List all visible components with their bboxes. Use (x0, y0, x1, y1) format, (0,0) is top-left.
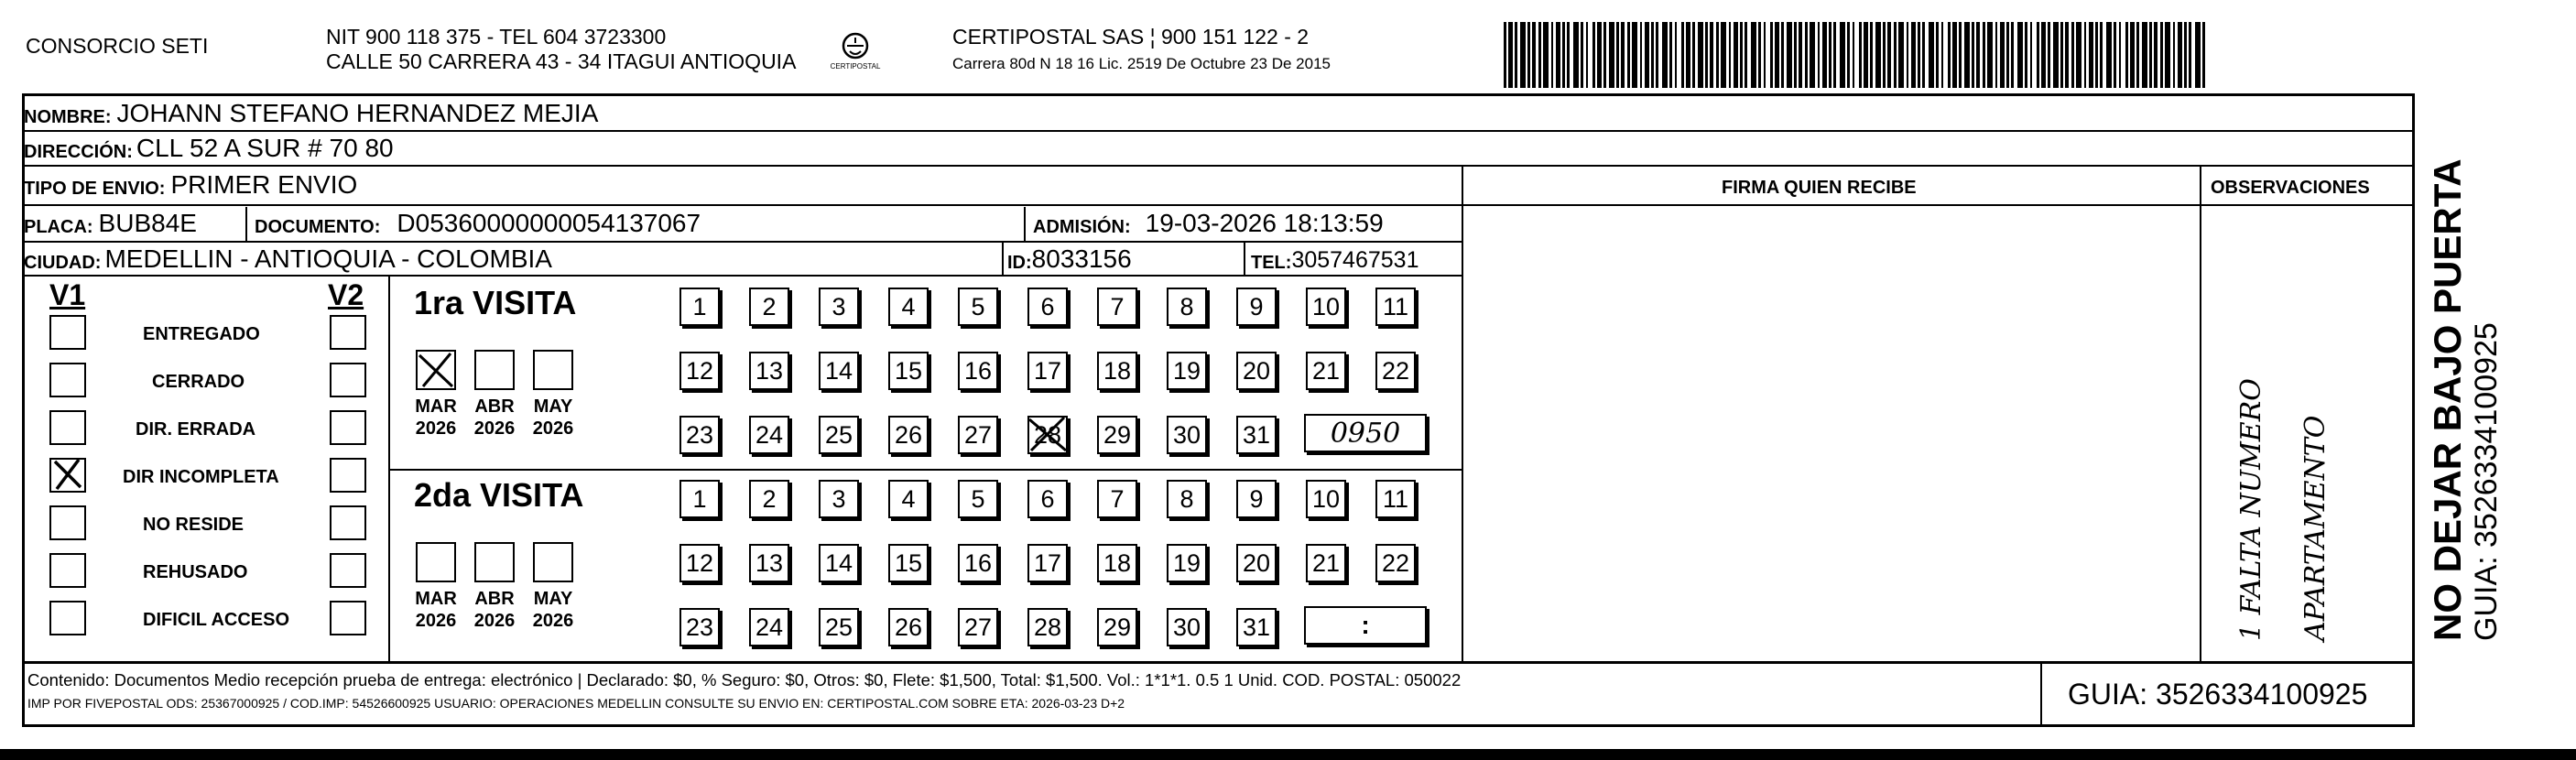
status-v2-checkbox[interactable] (330, 505, 366, 540)
signature-header: FIRMA QUIEN RECIBE (1722, 178, 1917, 198)
company-name: CONSORCIO SETI (26, 34, 209, 58)
visit1-title: 1ra VISITA (414, 284, 577, 321)
day-box[interactable]: 19 (1167, 544, 1207, 582)
day-box[interactable]: 7 (1097, 288, 1137, 326)
barcode-bar (2048, 22, 2050, 88)
barcode-bar (1632, 22, 1637, 88)
barcode-bar (2025, 22, 2027, 88)
barcode-bar (1651, 22, 1654, 88)
document-row (255, 207, 701, 238)
footer-guia: GUIA: 3526334100925 (2068, 678, 2368, 711)
barcode-bar (1859, 22, 1862, 88)
city-row (24, 243, 552, 274)
status-v2-checkbox[interactable] (330, 553, 366, 588)
day-box[interactable]: 22 (1375, 352, 1416, 390)
day-box[interactable]: 15 (888, 352, 929, 390)
barcode-bar (2095, 22, 2098, 88)
check-x-icon (51, 458, 84, 491)
day-box[interactable]: 16 (958, 352, 998, 390)
day-box[interactable]: 23 (679, 416, 720, 454)
v1-header: V1 (49, 278, 86, 311)
day-box[interactable]: 8 (1167, 480, 1207, 518)
day-box[interactable]: 12 (679, 352, 720, 390)
name-label: NOMBRE: (24, 107, 112, 127)
city-label: CIUDAD: (24, 253, 102, 273)
day-box[interactable]: 1 (679, 480, 720, 518)
barcode-bar (1959, 22, 1962, 88)
day-box[interactable]: 27 (958, 608, 998, 646)
barcode-bar (1810, 22, 1815, 88)
shipment-type-row (24, 168, 357, 200)
shipment-type-value: PRIMER ENVIO (170, 170, 358, 199)
status-v1-checkbox[interactable] (49, 410, 86, 445)
barcode-bar (1627, 22, 1630, 88)
barcode-bar (2000, 22, 2005, 88)
id-value: 8033156 (1031, 244, 1132, 273)
barcode-bar (1941, 22, 1943, 88)
day-box[interactable]: 9 (1236, 288, 1277, 326)
barcode-bar (2017, 22, 2023, 88)
name-row (24, 97, 598, 128)
barcode-bar (1864, 22, 1868, 88)
barcode-bar (2065, 22, 2069, 88)
day-box[interactable]: 27 (958, 416, 998, 454)
barcode-bar (1716, 22, 1719, 88)
barcode-bar (1781, 22, 1784, 88)
day-box[interactable]: 5 (958, 288, 998, 326)
day-box[interactable]: 19 (1167, 352, 1207, 390)
barcode-bar (1948, 22, 1951, 88)
v2-header: V2 (328, 278, 364, 311)
address-line: CALLE 50 CARRERA 43 - 34 ITAGUI ANTIOQUIA (326, 49, 797, 73)
status-label: NO RESIDE (143, 515, 245, 535)
barcode-bar (1551, 22, 1553, 88)
day-box[interactable]: 28 (1027, 416, 1068, 454)
tel-value: 3057467531 (1291, 247, 1419, 273)
plate-row (24, 207, 197, 238)
barcode-bar (1721, 22, 1726, 88)
day-box[interactable]: 11 (1375, 288, 1416, 326)
day-box[interactable]: 6 (1027, 288, 1068, 326)
day-box[interactable]: 10 (1306, 480, 1346, 518)
barcode-bar (2071, 22, 2074, 88)
status-v2-checkbox[interactable] (330, 315, 366, 350)
barcode-bar (1911, 22, 1916, 88)
month-year: 2026 (473, 611, 516, 631)
day-box[interactable]: 17 (1027, 544, 1068, 582)
barcode-bar (1640, 22, 1642, 88)
barcode-bar (2060, 22, 2063, 88)
day-box[interactable]: 6 (1027, 480, 1068, 518)
day-box[interactable]: 30 (1167, 608, 1207, 646)
barcode-bar (1597, 22, 1602, 88)
plate-value: BUB84E (98, 209, 197, 237)
barcode-bar (1562, 22, 1565, 88)
day-box[interactable]: 24 (749, 608, 789, 646)
barcode-bar (2165, 22, 2170, 88)
footer-imp: IMP POR FIVEPOSTAL ODS: 25367000925 / COD.IMP: 54526600925 USUARIO: OPERACIONES MEDELLIN CONSULTE SU ENVIO EN: CERTIPOSTAL.COM SOBRE ETA: 2026-03-23 D+2 (27, 696, 1125, 711)
barcode-bar (1883, 22, 1886, 88)
certipostal-line: CERTIPOSTAL SAS ¦ 900 151 122 - 2 (952, 25, 1310, 49)
status-label: CERRADO (152, 372, 245, 392)
barcode-bar (2114, 22, 2116, 88)
barcode-bar (2202, 22, 2205, 88)
observations-handwritten (2220, 256, 2348, 641)
id-label: ID: (1007, 253, 1032, 273)
document-label: DOCUMENTO: (255, 217, 381, 237)
barcode-bar (1995, 22, 1997, 88)
day-box[interactable]: 31 (1236, 608, 1277, 646)
month-year: 2026 (532, 611, 574, 631)
barcode-bar (1853, 22, 1854, 88)
status-v1-checkbox[interactable] (49, 553, 86, 588)
status-v2-checkbox[interactable] (330, 458, 366, 493)
barcode-bar (2041, 22, 2046, 88)
status-v2-checkbox[interactable] (330, 410, 366, 445)
day-box[interactable]: 20 (1236, 544, 1277, 582)
day-box[interactable]: 1 (679, 288, 720, 326)
month-label: MAY (533, 396, 573, 417)
day-box[interactable]: 7 (1097, 480, 1137, 518)
day-box[interactable]: 15 (888, 544, 929, 582)
barcode-bar (1972, 22, 1974, 88)
day-box[interactable]: 3 (819, 288, 859, 326)
barcode-bar (2149, 22, 2152, 88)
month-year: 2026 (532, 418, 574, 439)
barcode-bar (1775, 22, 1779, 88)
barcode-bar (1675, 22, 1677, 88)
day-box[interactable]: 4 (888, 480, 929, 518)
barcode-bar (1745, 22, 1747, 88)
barcode-bar (1603, 22, 1606, 88)
barcode-bar (1656, 22, 1658, 88)
month-year: 2026 (415, 611, 457, 631)
day-box[interactable]: 29 (1097, 608, 1137, 646)
barcode-bar (2130, 22, 2135, 88)
month-label: ABR (474, 396, 515, 417)
day-box[interactable]: 24 (749, 416, 789, 454)
month-label: MAR (415, 589, 457, 609)
barcode-bar (2053, 22, 2059, 88)
day-box[interactable]: 12 (679, 544, 720, 582)
id-row (1007, 243, 1132, 274)
day-box[interactable]: 31 (1236, 416, 1277, 454)
barcode-bar (2184, 22, 2187, 88)
status-v2-checkbox[interactable] (330, 363, 366, 397)
barcode-bar (2084, 22, 2086, 88)
day-box[interactable]: 11 (1375, 480, 1416, 518)
barcode-bar (1662, 22, 1668, 88)
certipostal-logo (830, 29, 881, 73)
barcode-bar (1592, 22, 1595, 88)
status-label: DIR. ERRADA (136, 419, 256, 440)
shipment-type-label: TIPO DE ENVIO: (24, 179, 166, 199)
barcode-bar (1740, 22, 1743, 88)
barcode-bar (1508, 22, 1513, 88)
day-box[interactable]: 26 (888, 608, 929, 646)
barcode-bar (1976, 22, 1980, 88)
day-box[interactable]: 4 (888, 288, 929, 326)
day-box[interactable]: 18 (1097, 352, 1137, 390)
barcode-bar (2189, 22, 2191, 88)
visit2-title: 2da VISITA (414, 476, 584, 514)
status-v1-checkbox[interactable] (49, 505, 86, 540)
day-box[interactable]: 16 (958, 544, 998, 582)
status-v1-checkbox[interactable] (49, 601, 86, 635)
barcode-bar (2125, 22, 2128, 88)
barcode-bar (2142, 22, 2147, 88)
day-box[interactable]: 13 (749, 544, 789, 582)
side-guia: GUIA: 3526334100925 (2469, 322, 2504, 641)
day-box[interactable]: 14 (819, 352, 859, 390)
barcode-bar (1520, 22, 1526, 88)
barcode-bar (1710, 22, 1713, 88)
month-check-icon (416, 350, 456, 390)
footer-content: Contenido: Documentos Medio recepción prueba de entrega: electrónico | Declarado: $0, % Seguro: $0, Otros: $0, Flete: $1,500, Total: $1,500. Vol.: 1*1*1. 0.5 1 Unid. COD. POSTAL: 050022 (27, 670, 1462, 689)
month-checkbox[interactable] (533, 542, 573, 582)
barcode-bar (2100, 22, 2103, 88)
barcode-bar (1556, 22, 1560, 88)
day-box[interactable]: 13 (749, 352, 789, 390)
day-box[interactable]: 21 (1306, 544, 1346, 582)
day-box[interactable]: 28 (1027, 608, 1068, 646)
month-checkbox[interactable] (474, 350, 515, 390)
barcode-bar (1894, 22, 1897, 88)
side-text (2427, 158, 2504, 641)
barcode-bar (1764, 22, 1766, 88)
month-year: 2026 (473, 418, 516, 439)
visit1-time: 0950 (1304, 414, 1427, 452)
day-box[interactable]: 21 (1306, 352, 1346, 390)
admission-row (1033, 207, 1384, 238)
day-box[interactable]: 9 (1236, 480, 1277, 518)
side-warning: NO DEJAR BAJO PUERTA (2426, 158, 2469, 641)
barcode-bar (2136, 22, 2139, 88)
day-box[interactable]: 25 (819, 608, 859, 646)
barcode-bar (1875, 22, 1881, 88)
address-value: CLL 52 A SUR # 70 80 (136, 134, 394, 162)
day-box[interactable]: 22 (1375, 544, 1416, 582)
barcode-bar (1847, 22, 1850, 88)
barcode-bar (1840, 22, 1845, 88)
month-checkbox[interactable] (416, 542, 456, 582)
tel-row (1251, 243, 1418, 274)
status-label: ENTREGADO (143, 324, 260, 344)
city-value: MEDELLIN - ANTIOQUIA - COLOMBIA (104, 244, 552, 273)
day-cross-icon (1026, 414, 1070, 454)
barcode-bar (2006, 22, 2009, 88)
barcode-bar (2178, 22, 2182, 88)
day-box[interactable]: 3 (819, 480, 859, 518)
observations-header: OBSERVACIONES (2211, 178, 2370, 198)
barcode-bar (1907, 22, 1908, 88)
barcode-bar (2195, 22, 2201, 88)
barcode-bar (1573, 22, 1579, 88)
barcode-bar (1887, 22, 1891, 88)
barcode-bar (1527, 22, 1530, 88)
day-box[interactable]: 30 (1167, 416, 1207, 454)
barcode-bar (1681, 22, 1684, 88)
barcode-bar (2173, 22, 2175, 88)
barcode-bar (2089, 22, 2093, 88)
barcode-bar (1936, 22, 1939, 88)
barcode-bar (1818, 22, 1820, 88)
barcode-bar (2076, 22, 2081, 88)
barcode-bar (1621, 22, 1625, 88)
address-label: DIRECCIÓN: (24, 142, 133, 162)
barcode-bar (1822, 22, 1827, 88)
barcode-bar (1543, 22, 1549, 88)
day-box[interactable]: 17 (1027, 352, 1068, 390)
nit-line: NIT 900 118 375 - TEL 604 3723300 (326, 25, 667, 49)
status-v2-checkbox[interactable] (330, 601, 366, 635)
barcode-bar (1504, 22, 1506, 88)
day-box[interactable]: 26 (888, 416, 929, 454)
barcode-bar (1567, 22, 1570, 88)
barcode-bar (1770, 22, 1773, 88)
barcode-bar (2119, 22, 2121, 88)
barcode-bar (1952, 22, 1957, 88)
month-label: MAY (533, 589, 573, 609)
barcode-bar (2160, 22, 2163, 88)
status-label: DIFICIL ACCESO (143, 610, 290, 630)
barcode-bar (1758, 22, 1761, 88)
barcode-bar (2030, 22, 2032, 88)
barcode-bar (1987, 22, 1993, 88)
barcode-bar (1645, 22, 1649, 88)
barcode-bar (1609, 22, 1614, 88)
day-box[interactable]: 18 (1097, 544, 1137, 582)
barcode-bar (1983, 22, 1985, 88)
day-box[interactable]: 8 (1167, 288, 1207, 326)
admission-label: ADMISIÓN: (1033, 217, 1131, 237)
barcode-bar (1805, 22, 1808, 88)
tel-label: TEL: (1251, 253, 1292, 273)
visit2-time: : (1304, 606, 1427, 645)
day-box[interactable]: 20 (1236, 352, 1277, 390)
status-label: DIR INCOMPLETA (123, 467, 279, 487)
day-box[interactable]: 10 (1306, 288, 1346, 326)
barcode-bar (1669, 22, 1672, 88)
barcode-bar (1964, 22, 1970, 88)
barcode-bar (1515, 22, 1517, 88)
day-box[interactable]: 14 (819, 544, 859, 582)
status-v1-checkbox[interactable] (49, 363, 86, 397)
barcode-bar (1581, 22, 1583, 88)
admission-value: 19-03-2026 18:13:59 (1145, 209, 1384, 237)
status-label: REHUSADO (143, 562, 248, 582)
observation-line-2: APARTAMENTO (2299, 415, 2331, 641)
barcode-bar (1586, 22, 1588, 88)
barcode-bar (2037, 22, 2039, 88)
barcode-bar (1794, 22, 1797, 88)
barcode-bar (1729, 22, 1731, 88)
status-v1-checkbox[interactable] (49, 315, 86, 350)
day-box[interactable]: 2 (749, 288, 789, 326)
barcode-bar (1686, 22, 1690, 88)
logo-text: CERTIPOSTAL (830, 62, 881, 71)
month-checkbox[interactable] (474, 542, 515, 582)
barcode (1502, 22, 2211, 88)
barcode-bar (1870, 22, 1873, 88)
plate-label: PLACA: (24, 217, 93, 237)
barcode-bar (1751, 22, 1756, 88)
month-checkbox[interactable] (533, 350, 573, 390)
barcode-bar (1833, 22, 1836, 88)
barcode-bar (1898, 22, 1904, 88)
barcode-bar (1929, 22, 1934, 88)
day-box[interactable]: 29 (1097, 416, 1137, 454)
barcode-bar (1538, 22, 1541, 88)
barcode-bar (1787, 22, 1792, 88)
barcode-bar (1698, 22, 1703, 88)
address-row (24, 132, 394, 163)
name-value: JOHANN STEFANO HERNANDEZ MEJIA (116, 99, 599, 127)
license-line: Carrera 80d N 18 16 Lic. 2519 De Octubre 23 De 2015 (952, 55, 1331, 72)
day-box[interactable]: 2 (749, 480, 789, 518)
observation-line-1: 1 FALTA NUMERO (2235, 378, 2267, 641)
document-value: D05360000000054137067 (397, 209, 701, 237)
barcode-bar (1799, 22, 1802, 88)
barcode-bar (2154, 22, 2158, 88)
day-box[interactable]: 25 (819, 416, 859, 454)
barcode-bar (1734, 22, 1738, 88)
barcode-bar (2011, 22, 2014, 88)
month-year: 2026 (415, 418, 457, 439)
month-label: ABR (474, 589, 515, 609)
barcode-bar (1705, 22, 1708, 88)
barcode-bar (1692, 22, 1695, 88)
barcode-bar (2106, 22, 2112, 88)
barcode-bar (1616, 22, 1619, 88)
barcode-bar (1918, 22, 1920, 88)
day-box[interactable]: 23 (679, 608, 720, 646)
barcode-bar (1532, 22, 1536, 88)
month-label: MAR (415, 396, 457, 417)
barcode-bar (1829, 22, 1831, 88)
day-box[interactable]: 5 (958, 480, 998, 518)
barcode-bar (1922, 22, 1925, 88)
